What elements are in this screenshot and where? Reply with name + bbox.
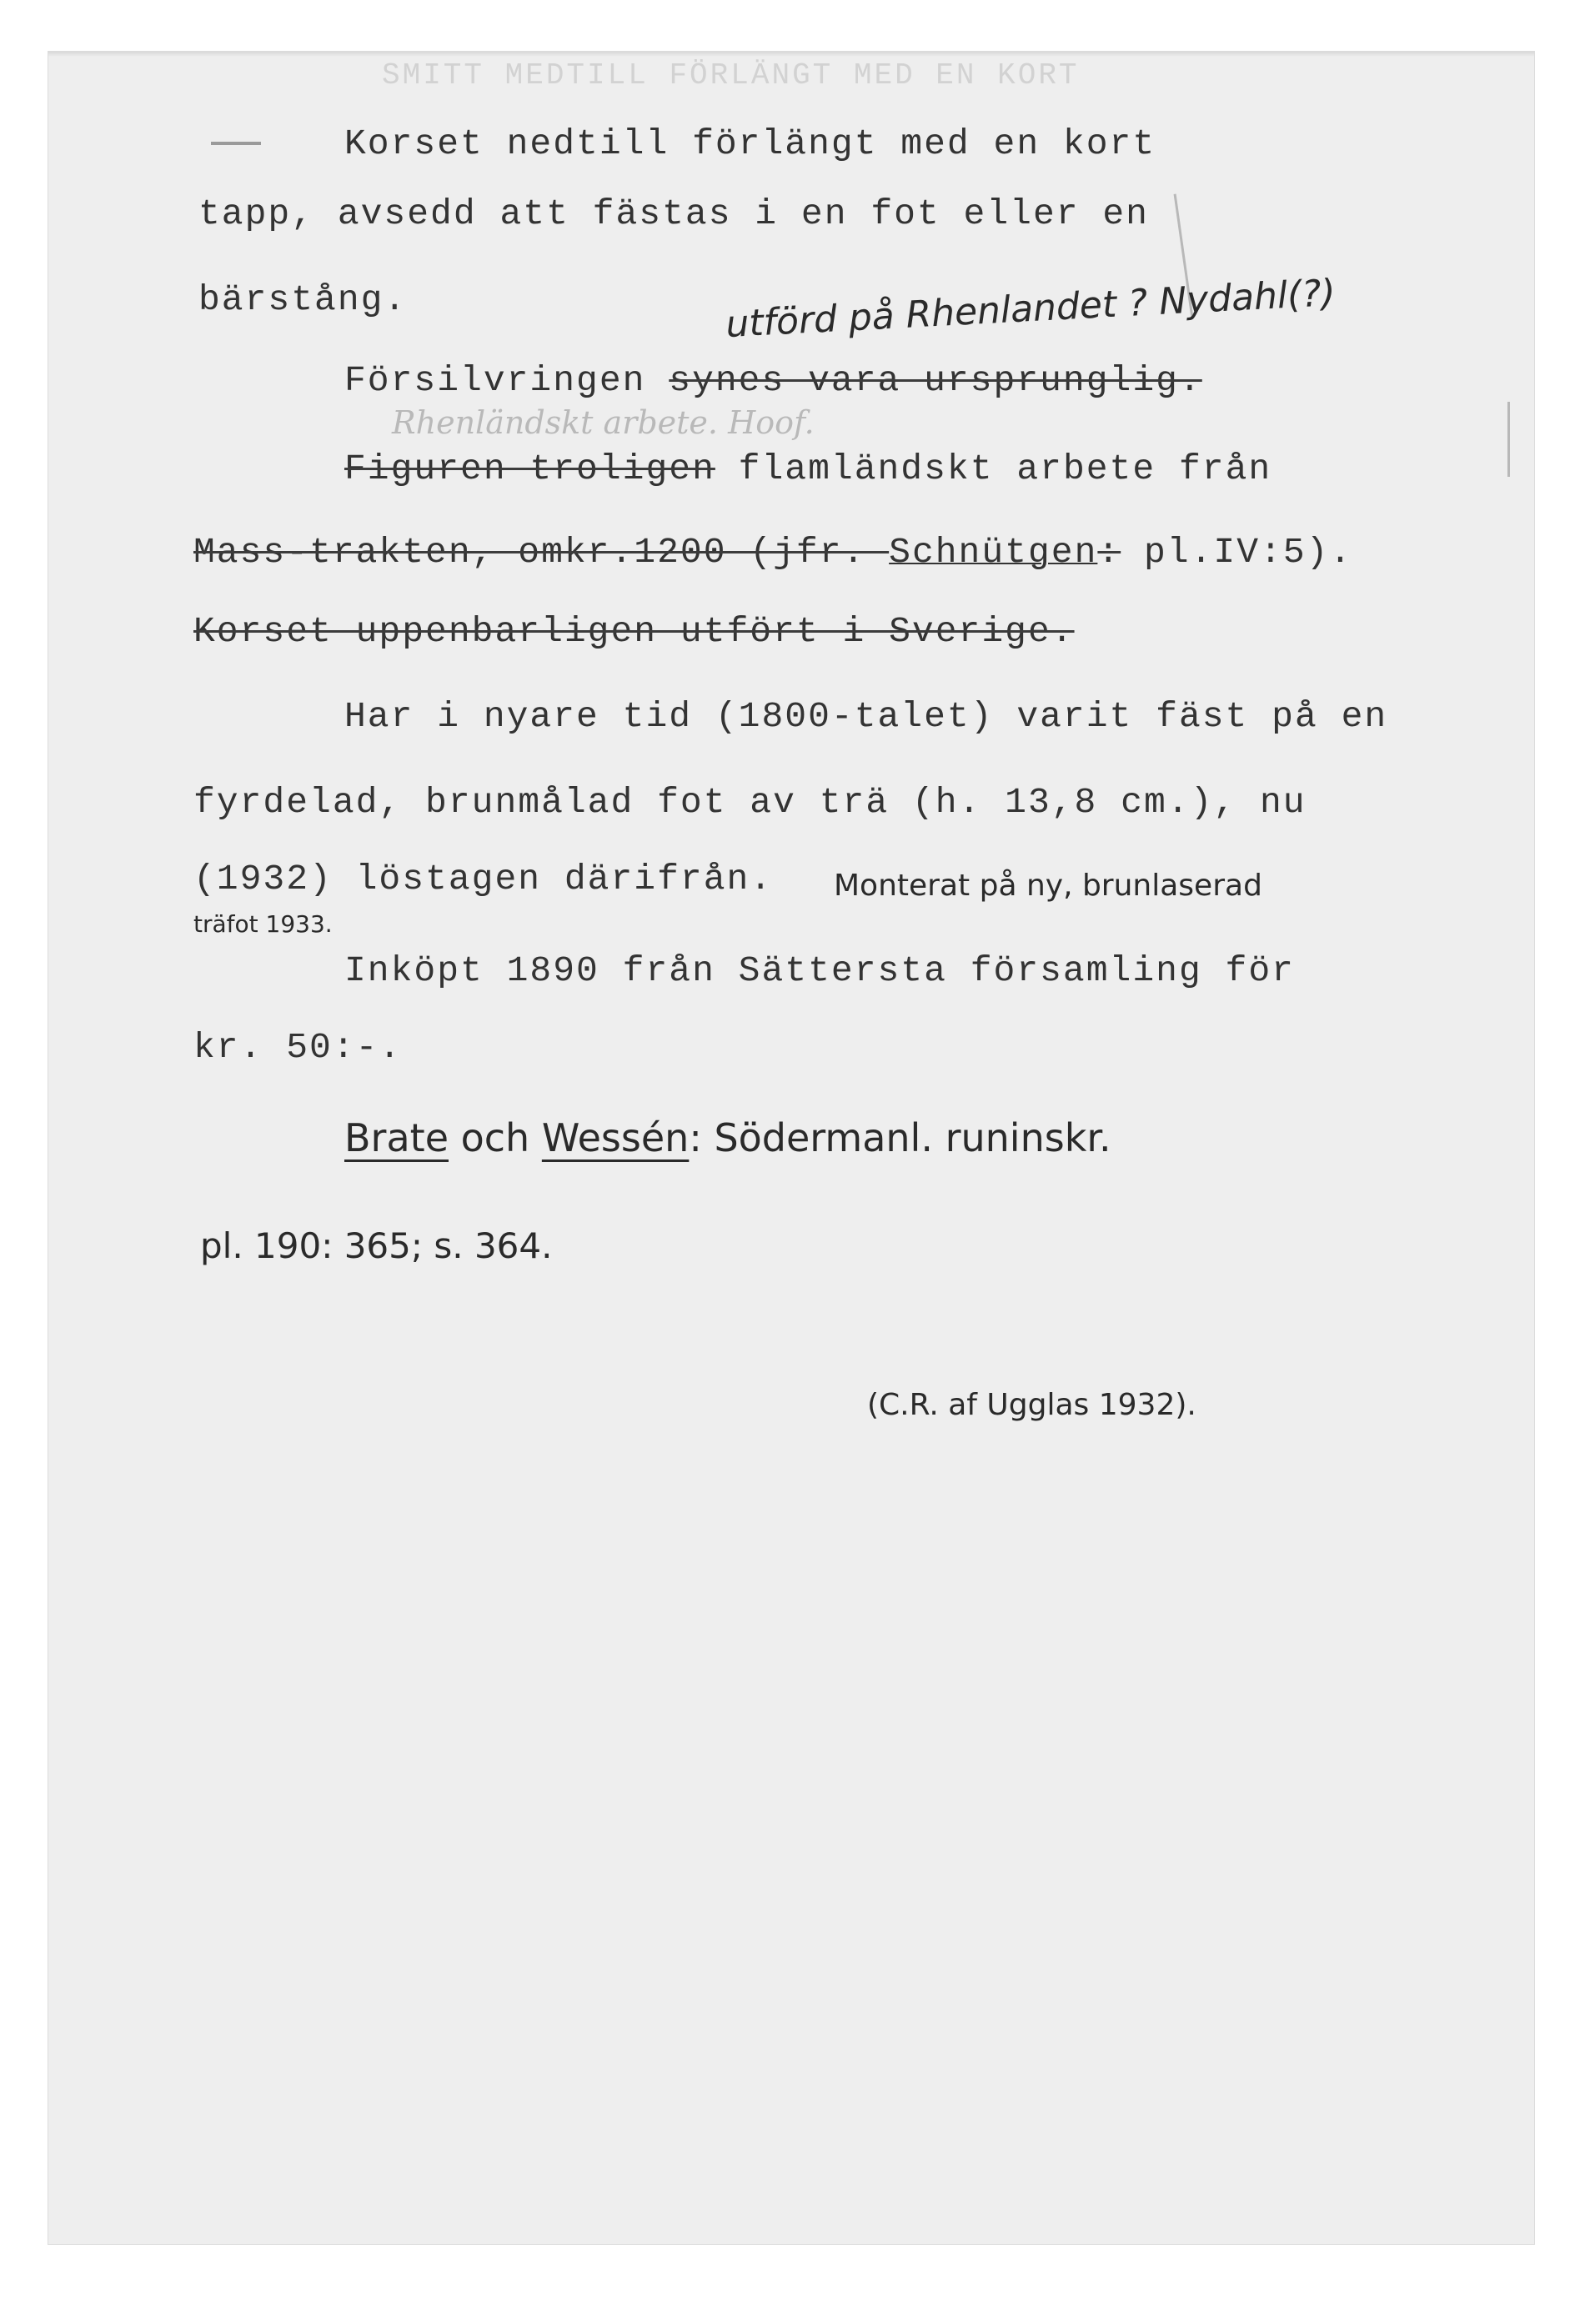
reference-title: : Södermanl. runinskr.: [689, 1115, 1111, 1160]
text-line-11: Inköpt 1890 från Sättersta församling för: [344, 950, 1295, 991]
text-line-4-struck: synes vara ursprunglig.: [669, 360, 1202, 401]
text-line-6-struck: Mass-trakten, omkr.1200 (jfr.: [193, 532, 890, 573]
reference-line: [344, 1115, 1111, 1160]
text-line-6-underlined: Schnütgen: [889, 532, 1098, 573]
handwritten-monterat: Monterat på ny, brunlaserad: [834, 869, 1262, 903]
text-line-1: Korset nedtill förlängt med en kort: [344, 123, 1156, 164]
handwritten-faint-insert: Rhenländskt arbete. Hoof.: [392, 404, 815, 441]
handwritten-insert-line-4: utförd på Rhenlandet ? Nydahl(?): [725, 271, 1337, 347]
text-line-9: fyrdelad, brunmålad fot av trä (h. 13,8 cm.), nu: [193, 782, 1307, 823]
text-line-2: tapp, avsedd att fästas i en fot eller en: [198, 193, 1149, 234]
handwritten-monterat-2: träfot 1933.: [193, 910, 333, 938]
pencil-stroke: [1507, 402, 1510, 477]
reference-author-wessen: Wessén: [541, 1115, 690, 1160]
text-line-4: [344, 360, 1202, 401]
signature: (C.R. af Ugglas 1932).: [867, 1388, 1196, 1422]
text-line-12: kr. 50:-.: [193, 1027, 403, 1068]
text-line-5: [344, 448, 1272, 489]
text-line-6-plain: pl.IV:5).: [1121, 532, 1353, 573]
text-line-10: (1932) löstagen därifrån.: [193, 859, 774, 899]
pencil-dash-mark: [211, 142, 261, 145]
text-line-5-struck: Figuren troligen: [344, 448, 715, 489]
text-line-4-plain: Försilvringen: [344, 360, 670, 401]
card-top-edge: [48, 52, 1534, 57]
text-line-7: Korset uppenbarligen utfört i Sverige.: [193, 611, 1075, 652]
text-line-6-struck-end: :: [1097, 532, 1121, 573]
text-line-6: [193, 532, 1352, 573]
faded-header-text: SMITT MEDTILL FÖRLÄNGT MED EN KORT: [382, 58, 1080, 93]
text-line-5-plain: flamländskt arbete från: [715, 448, 1272, 489]
text-line-3: bärstång.: [198, 279, 408, 320]
reference-author-brate: Brate: [344, 1115, 449, 1160]
text-line-8: Har i nyare tid (1800-talet) varit fäst på en: [344, 696, 1388, 737]
reference-och: och: [460, 1115, 530, 1160]
reference-pages: pl. 190: 365; s. 364.: [200, 1225, 553, 1266]
